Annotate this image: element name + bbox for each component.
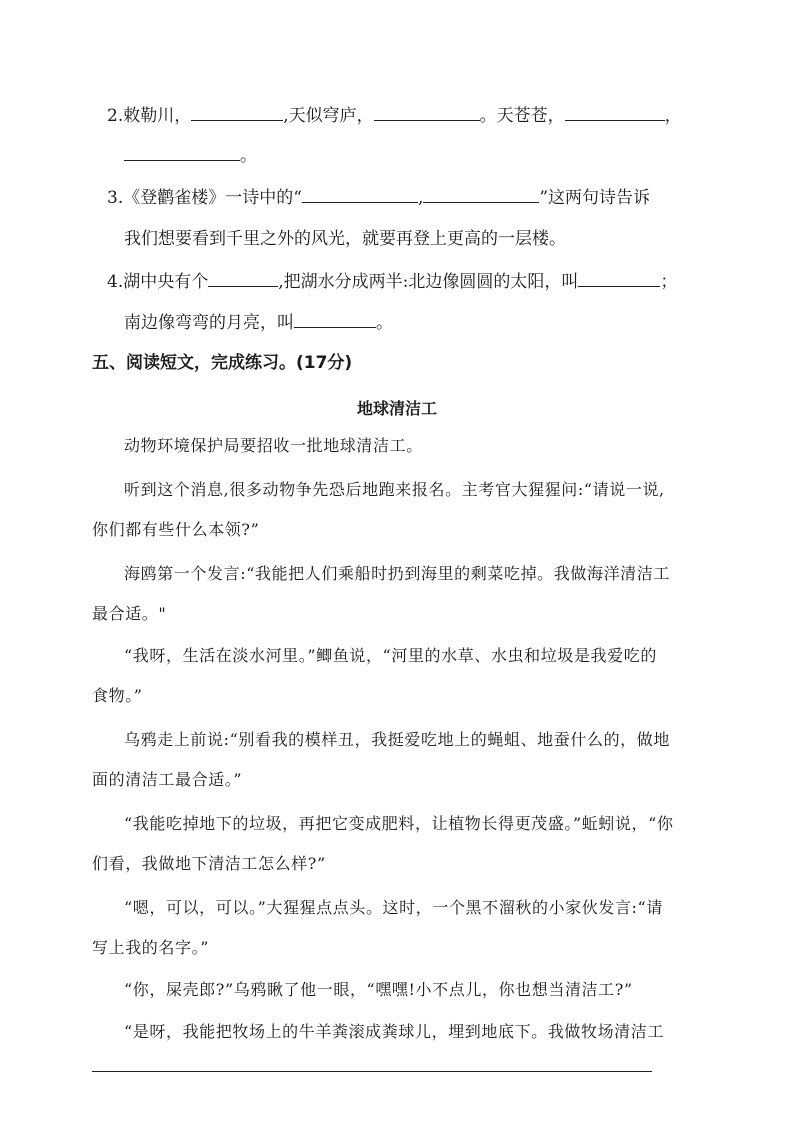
story-paragraph-line: 海鸥第一个发言:“我能把人们乘船时扔到海里的剩菜吃掉。我做海洋清洁工 [124, 564, 670, 583]
story-paragraph-line: 听到这个消息,很多动物争先恐后地跑来报名。主考官大猩猩问:“请说一说, [124, 480, 665, 499]
answer-blank[interactable] [565, 102, 665, 121]
answer-blank[interactable] [124, 142, 240, 161]
question-2-line-2 [124, 142, 257, 169]
story-paragraph-line: 动物环境保护局要招收一批地球清洁工。 [124, 436, 423, 455]
answer-blank[interactable] [374, 102, 480, 121]
story-paragraph-line: 面的清洁工最合适。” [92, 770, 243, 789]
story-paragraph-line: 你们都有些什么本领?” [92, 520, 260, 539]
question-text: ； [660, 272, 678, 292]
question-text: 。天苍苍， [479, 106, 565, 126]
story-paragraph-line: 食物。” [92, 686, 143, 705]
story-paragraph-line: 乌鸦走上前说:“别看我的模样丑，我挺爱吃地上的蝇蛆、地蚕什么的，做地 [124, 730, 670, 749]
section-heading: 五、阅读短文，完成练习。(17分) [92, 353, 353, 373]
story-paragraph-line: “是呀，我能把牧场上的牛羊粪滚成粪球儿，埋到地底下。我做牧场清洁工 [124, 1022, 664, 1041]
question-text: ”这两句诗告诉 [539, 188, 651, 208]
question-text: , [417, 188, 424, 208]
question-text: 敕勒川， [123, 106, 192, 126]
question-text: 。 [240, 146, 257, 166]
question-text: 《登鹳雀楼》一诗中的“ [123, 188, 302, 208]
question-4-line-1 [107, 268, 677, 295]
answer-blank[interactable] [191, 102, 283, 121]
answer-blank[interactable] [423, 184, 539, 203]
question-2-line-1 [107, 102, 682, 129]
question-number: 4. [107, 272, 124, 292]
question-number: 2. [107, 106, 124, 126]
answer-blank[interactable] [208, 268, 278, 287]
question-text: ,把湖水分成两半:北边像圆圆的太阳，叫 [278, 272, 579, 292]
question-number: 3. [107, 188, 124, 208]
story-paragraph-line: “我呀，生活在淡水河里。”鲫鱼说，“河里的水草、水虫和垃圾是我爱吃的 [124, 646, 657, 665]
story-paragraph-line: “嗯，可以，可以。”大猩猩点点头。这时，一个黑不溜秋的小家伙发言:“请 [124, 898, 663, 917]
answer-blank[interactable] [578, 268, 660, 287]
passage-title: 地球清洁工 [356, 399, 437, 418]
question-text: ,天似穹庐， [283, 106, 374, 126]
story-paragraph-line: 们看，我做地下清洁工怎么样?” [92, 854, 326, 873]
question-text: 湖中央有个 [123, 272, 209, 292]
story-paragraph-line: 写上我的名字。” [92, 938, 209, 957]
answer-blank[interactable] [294, 309, 376, 328]
story-paragraph-line: 最合适。" [92, 604, 167, 623]
answer-blank[interactable] [302, 184, 418, 203]
story-paragraph-line: “你，屎壳郎?”乌鸦瞅了他一眼，“嘿嘿!小不点儿，你也想当清洁工?” [124, 980, 633, 999]
question-text: 。 [376, 313, 393, 333]
question-3-line-2: 我们想要看到千里之外的风光，就要再登上更高的一层楼。 [124, 229, 566, 249]
question-text: 南边像弯弯的月亮，叫 [124, 313, 294, 333]
footer-divider [92, 1071, 652, 1072]
question-4-line-2 [124, 309, 393, 336]
story-paragraph-line: “我能吃掉地下的垃圾，再把它变成肥料，让植物长得更茂盛。”蚯蚓说，“你 [124, 814, 674, 833]
question-3-line-1 [107, 184, 650, 211]
question-text: ， [664, 106, 682, 126]
